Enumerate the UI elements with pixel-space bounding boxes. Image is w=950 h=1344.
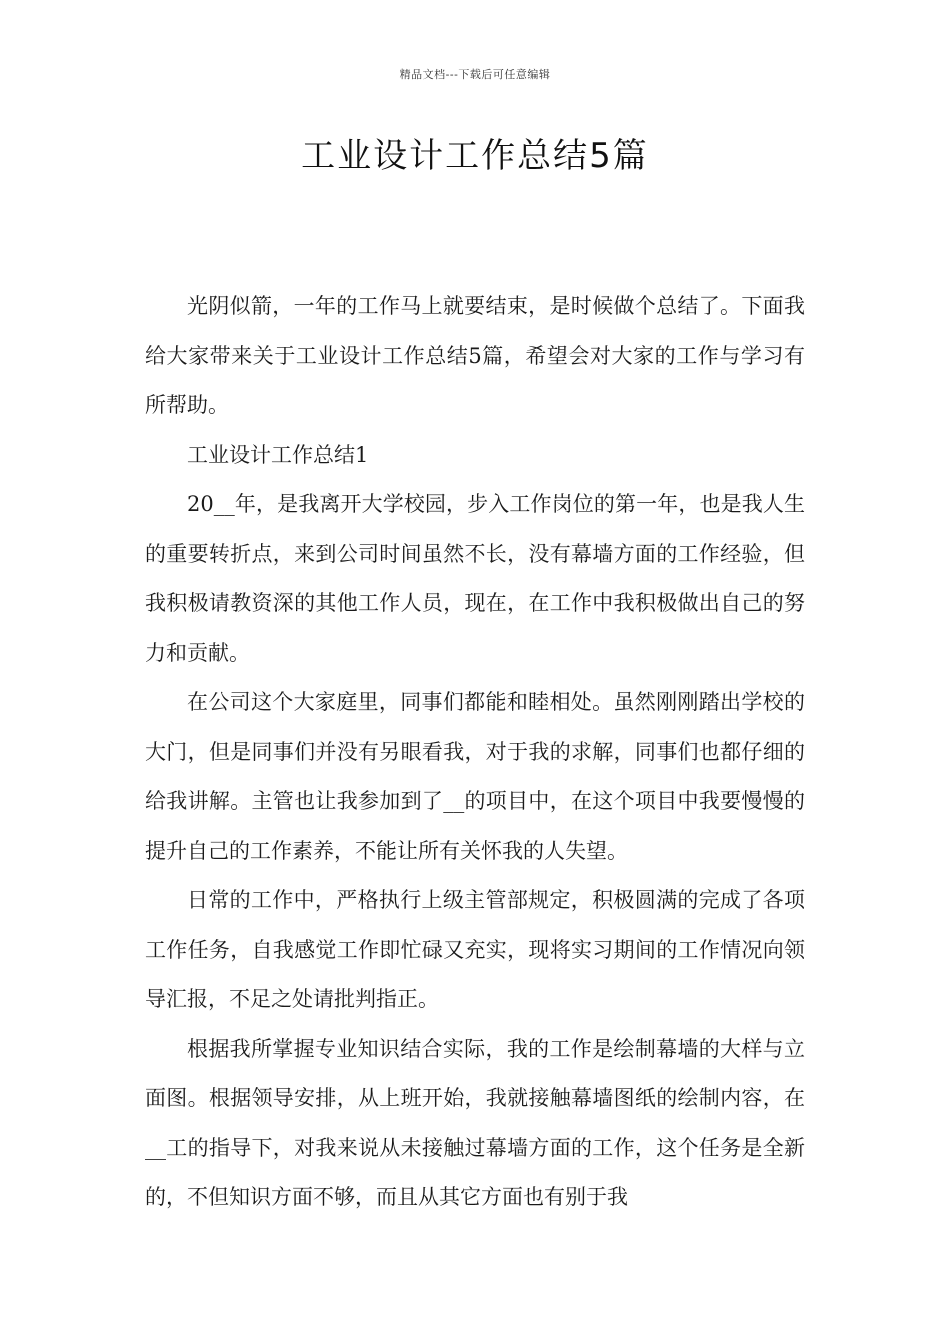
body-paragraph: 根据我所掌握专业知识结合实际，我的工作是绘制幕墙的大样与立面图。根据领导安排，从上班开始，我就接触幕墙图纸的绘制内容，在__工的指导下，对我来说从未接触过幕墙方面的工作，这个任务是全新的，不但知识方面不够，而且从其它方面也有别于我 — [145, 1036, 805, 1209]
body-paragraph: 20__年，是我离开大学校园，步入工作岗位的第一年，也是我人生的重要转折点，来到公司时间虽然不长，没有幕墙方面的工作经验，但我积极请教资深的其他工作人员，现在，在工作中我积极做出自己的努力和贡献。 — [145, 492, 805, 665]
document-title: 工业设计工作总结5篇 — [301, 136, 649, 176]
body-paragraph: 日常的工作中，严格执行上级主管部规定，积极圆满的完成了各项工作任务，自我感觉工作即忙碌又充实，现将实习期间的工作情况向领导汇报，不足之处请批判指正。 — [145, 888, 805, 1011]
intro-paragraph: 光阴似箭，一年的工作马上就要结束，是时候做个总结了。下面我给大家带来关于工业设计工作总结5篇，希望会对大家的工作与学习有所帮助。 — [145, 294, 805, 417]
section-heading: 工业设计工作总结1 — [187, 442, 369, 467]
body-paragraph: 在公司这个大家庭里，同事们都能和睦相处。虽然刚刚踏出学校的大门，但是同事们并没有另眼看我，对于我的求解，同事们也都仔细的给我讲解。主管也让我参加到了__的项目中，在这个项目中我要慢慢的提升自己的工作素养，不能让所有关怀我的人失望。 — [145, 690, 805, 863]
header-note: 精品文档---下载后可任意编辑 — [399, 68, 551, 81]
document-body — [145, 282, 805, 1223]
